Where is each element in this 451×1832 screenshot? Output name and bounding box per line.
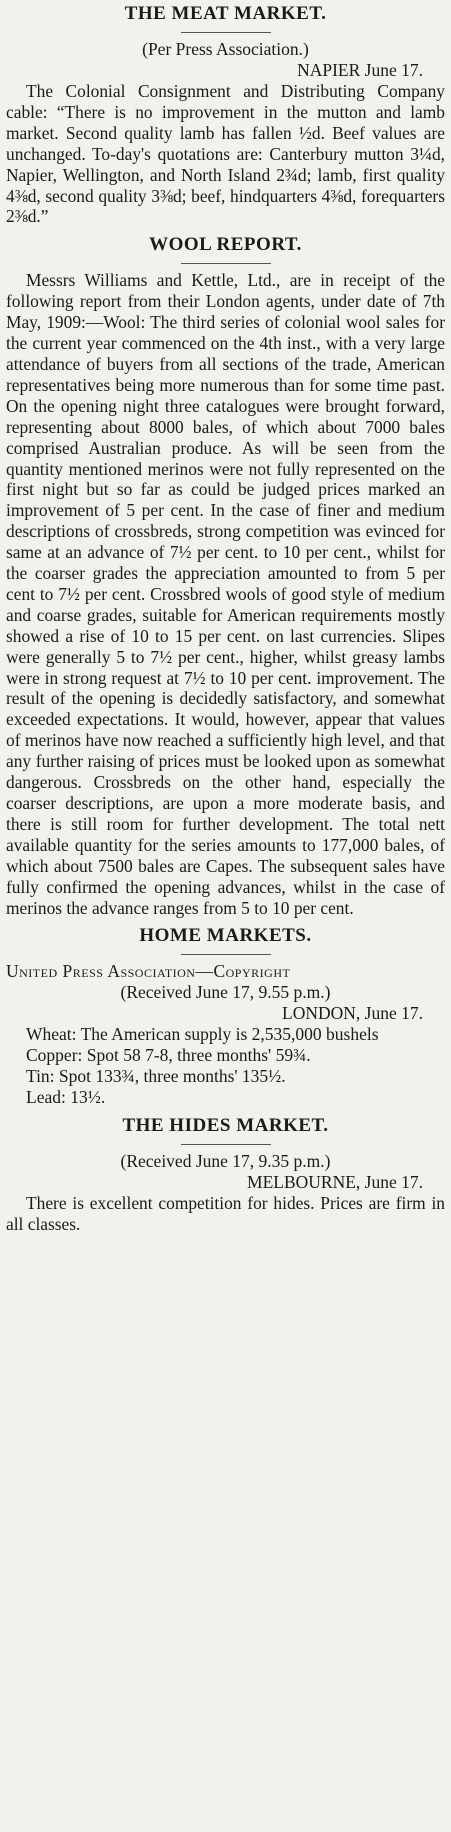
copper-quote: Copper: Spot 58 7-8, three months' 59¾.	[26, 1045, 311, 1066]
hides-market-article	[6, 1114, 445, 1235]
meat-market-body: The Colonial Consignment and Distributing Company cable: “There is no improvement in the mutton and lamb market. Second quality lamb has fallen ½d. Beef values are unchanged. To-day's quotations are: Canterbury mutton 3¼d, Napier, Wellington, and North Island 2¾d; lamb, first quality 4⅜d, second quality 3⅜d; beef, hindquarters 4⅜d, forequarters 2⅜d.”	[6, 81, 445, 227]
meat-market-dateline: NAPIER June 17.	[297, 60, 423, 80]
home-markets-received: (Received June 17, 9.55 p.m.)	[120, 982, 331, 1003]
lead-quote: Lead: 13½.	[26, 1087, 106, 1108]
hides-market-body: There is excellent competition for hides. Prices are firm in all classes.	[6, 1193, 445, 1235]
meat-market-article	[6, 2, 445, 227]
tin-quote: Tin: Spot 133¾, three months' 135½.	[26, 1066, 286, 1087]
hides-market-received: (Received June 17, 9.35 p.m.)	[120, 1151, 331, 1172]
wool-report-body: Messrs Williams and Kettle, Ltd., are in receipt of the following report from their London agents, under date of 7th May, 1909:—Wool: The third series of colonial wool sales for the current year commenced on the 4th inst., with a very large attendance of buyers from all sections of the trade, American representatives being more numerous than for some time past. On the opening night three catalogues were brought forward, representing about 8000 bales, of which about 7000 bales comprised Australian produce. As will be seen from the quantity mentioned merinos were not fully represented on the first night but so far as could be judged prices marked an improvement of 5 per cent. In the case of finer and medium descriptions of crossbreds, strong competition was evinced for same at an advance of 7½ per cent. to 10 per cent., whilst for the coarser grades the appreciation amounted to from 5 per cent to 7½ per cent. Crossbred wools of good style of medium and coarse grades, suitable for American requirements mostly showed a rise of 10 to 15 per cent. on last currencies. Slipes were generally 5 to 7½ per cent., higher, whilst greasy lambs were in strong request at 7½ to 10 per cent. improvement. The result of the opening is decidedly satisfactory, and somewhat exceeded expectations. It would, however, appear that values of merinos have now reached a sufficiently high level, and that any further raising of prices must be looked upon as somewhat dangerous. Crossbreds on the other hand, especially the coarser descriptions, are upon a more moderate basis, and there is still room for further development. The total nett available quantity for the series amounts to 177,000 bales, of which about 7500 bales are Capes. The subsequent sales have fully confirmed the opening advances, whilst in the case of merinos the advance ranges from 5 to 10 per cent.	[6, 270, 445, 918]
home-markets-heading: HOME MARKETS.	[139, 925, 312, 947]
home-markets-article	[6, 924, 445, 1108]
hides-market-heading: THE HIDES MARKET.	[122, 1115, 329, 1137]
home-markets-dateline: LONDON, June 17.	[282, 1003, 423, 1024]
wool-report-article	[6, 233, 445, 918]
divider	[181, 1144, 271, 1145]
home-markets-credit: United Press Association—Copyright	[6, 961, 291, 982]
wool-report-heading: WOOL REPORT.	[149, 234, 302, 256]
meat-market-credit: (Per Press Association.)	[142, 39, 309, 59]
wheat-quote: Wheat: The American supply is 2,535,000 bushels	[26, 1024, 379, 1045]
divider	[181, 32, 271, 33]
divider	[181, 954, 271, 955]
meat-market-heading: THE MEAT MARKET.	[124, 3, 327, 24]
hides-market-dateline: MELBOURNE, June 17.	[247, 1172, 423, 1193]
divider	[181, 263, 271, 264]
